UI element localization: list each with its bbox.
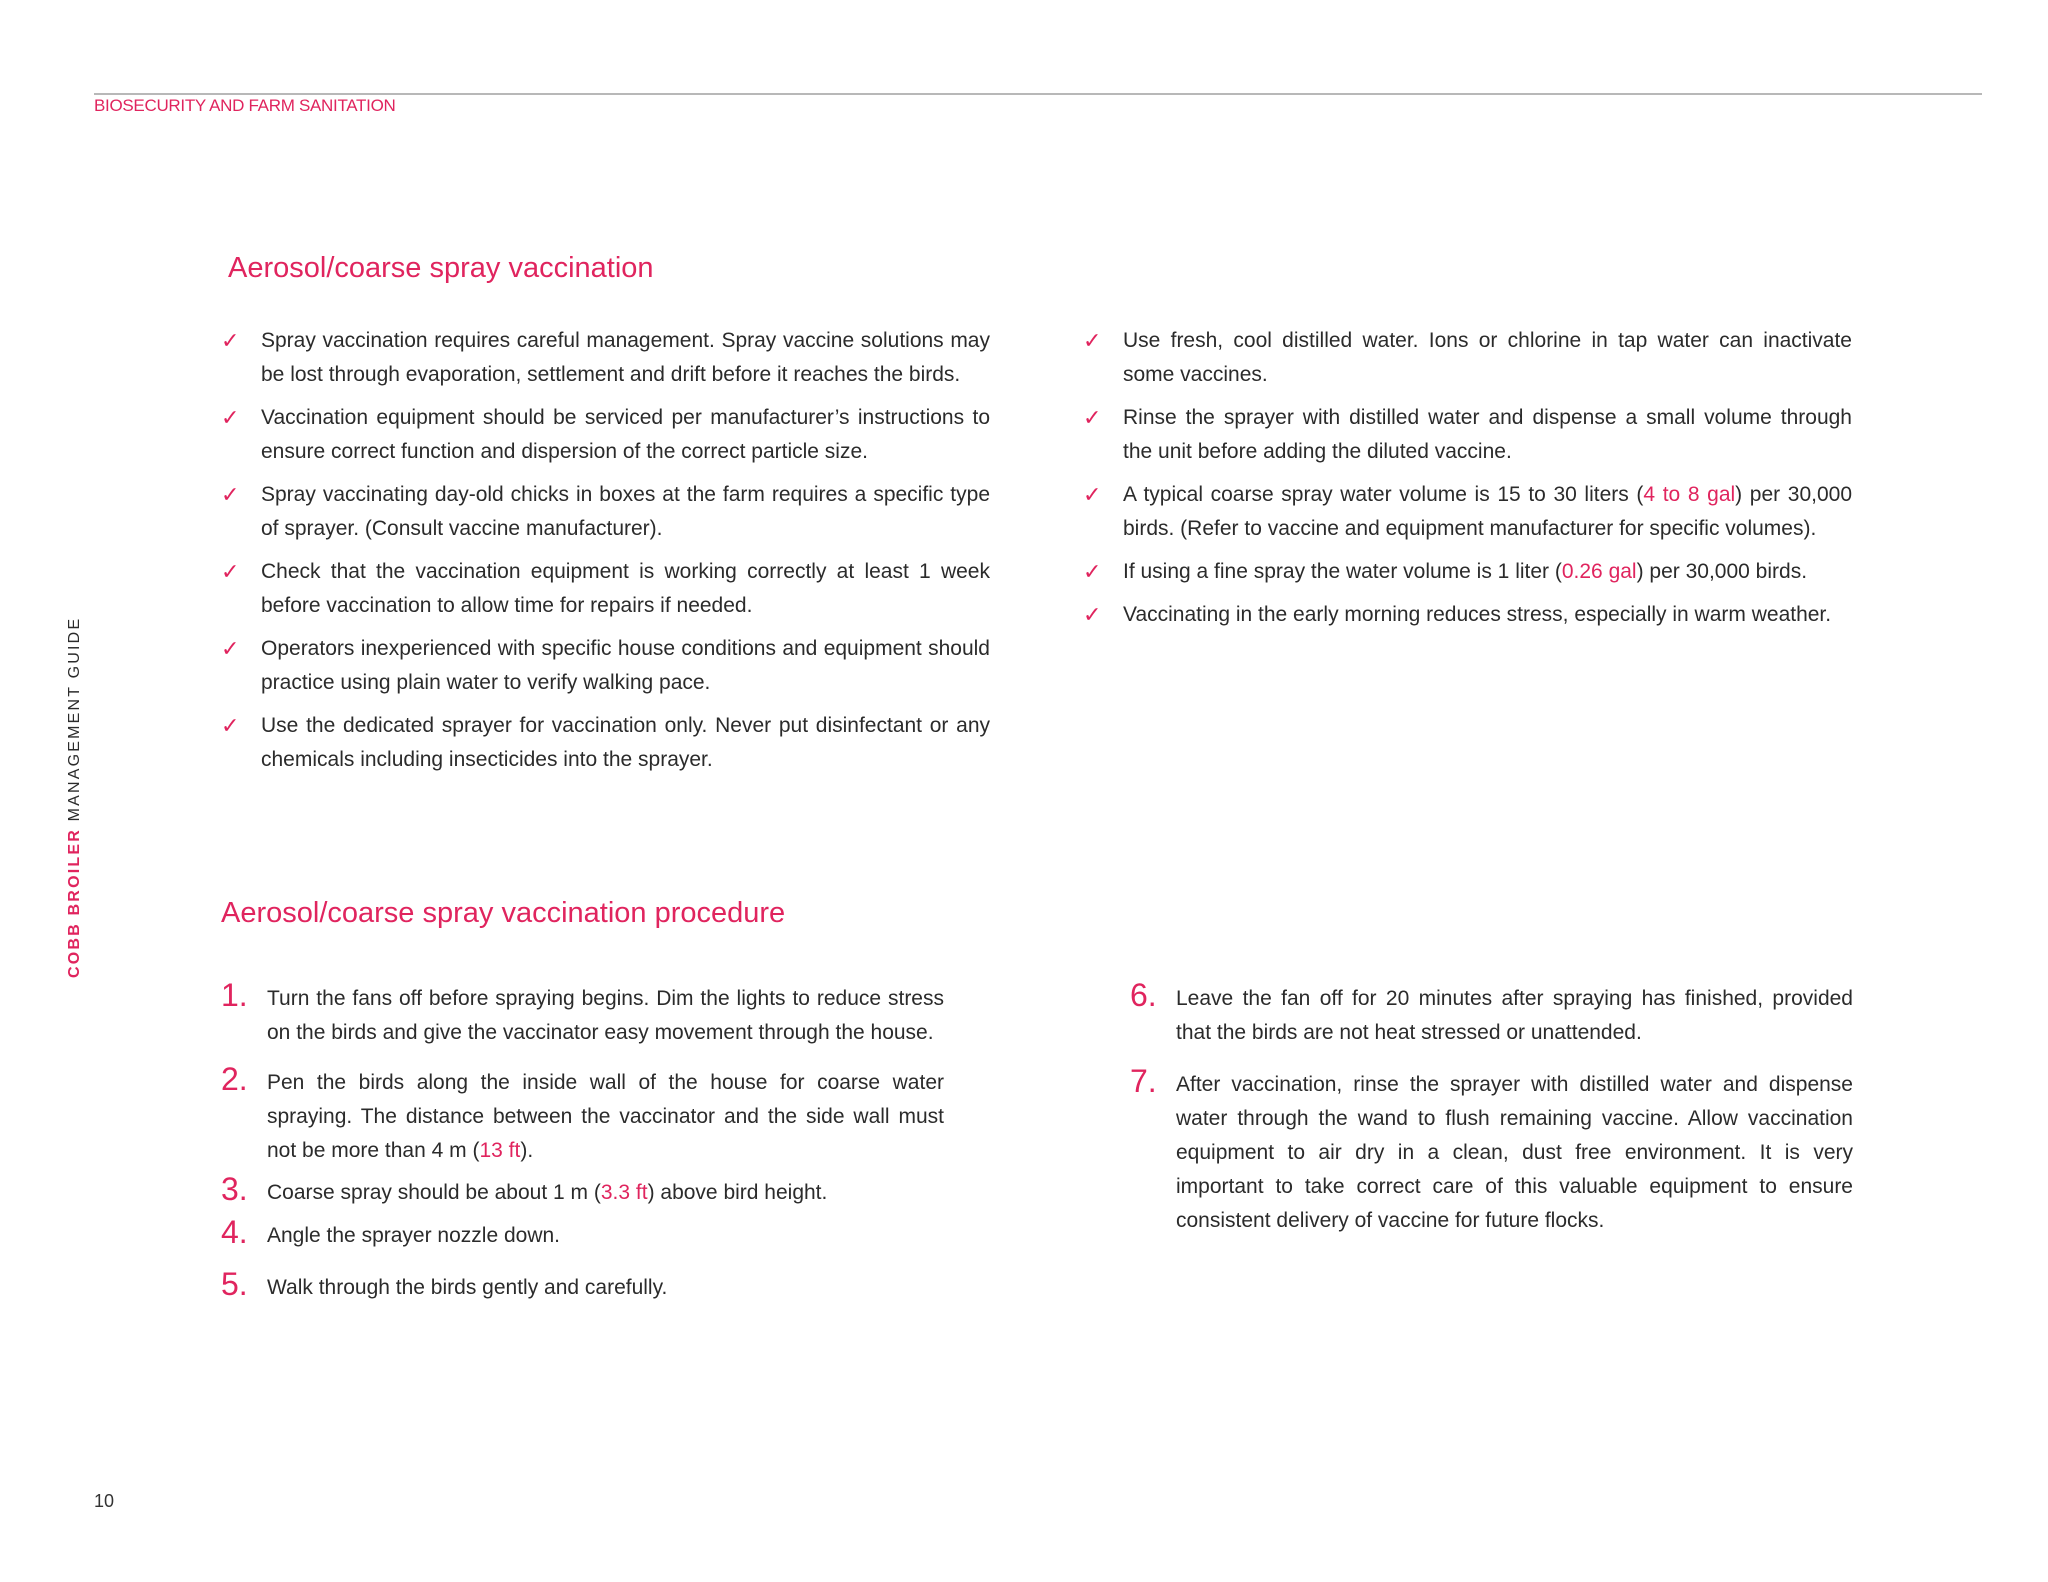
item-text-start: A typical coarse spray water volume is 15 to 30 liters (: [1123, 483, 1644, 506]
item-text: Vaccination equipment should be serviced per manufacturer’s instructions to ensure correct function and dispersion of the correct particle size.: [261, 406, 990, 463]
check-icon: ✓: [1083, 405, 1102, 430]
item-text: Use fresh, cool distilled water. Ions or chlorine in tap water can inactivate some vaccines.: [1123, 329, 1852, 386]
step-number: 5.: [221, 1266, 248, 1302]
left-checklist-column: [221, 324, 990, 786]
step-item: [1130, 977, 1853, 1050]
list-item: [221, 324, 990, 392]
running-header: BIOSECURITY AND FARM SANITATION: [94, 96, 396, 115]
unit-conversion: 0.26 gal: [1561, 560, 1637, 583]
step-text: Angle the sprayer nozzle down.: [267, 1224, 561, 1247]
left-steps-column: [221, 977, 944, 1305]
step-item: [221, 1214, 944, 1253]
list-item: [221, 401, 990, 469]
list-item: [1083, 401, 1852, 469]
step-number: 2.: [221, 1061, 248, 1097]
step-text-start: Pen the birds along the inside wall of the house for coarse water spraying. The distance between the vaccinator and the side wall must not be more than 4 m (: [267, 1071, 944, 1162]
list-item: [221, 478, 990, 546]
item-text: Rinse the sprayer with distilled water and dispense a small volume through the unit before adding the diluted vaccine.: [1123, 406, 1852, 463]
step-number: 6.: [1130, 977, 1157, 1013]
item-text: Spray vaccinating day-old chicks in boxes at the farm requires a specific type of sprayer. (Consult vaccine manufacturer).: [261, 483, 990, 540]
step-text-start: Coarse spray should be about 1 m (: [267, 1181, 601, 1204]
item-text-start: If using a fine spray the water volume is 1 liter (: [1123, 560, 1562, 583]
right-steps-column: [1130, 977, 1853, 1238]
check-icon: ✓: [221, 559, 240, 584]
section-title: Aerosol/coarse spray vaccination procedure: [221, 897, 786, 929]
item-text: Vaccinating in the early morning reduces stress, especially in warm weather.: [1123, 603, 1832, 626]
item-text-end: ) per 30,000 birds.: [1636, 560, 1808, 583]
list-item: [1083, 324, 1852, 392]
list-item: [1083, 478, 1852, 546]
checklist: [1083, 324, 1852, 632]
check-icon: ✓: [221, 636, 240, 661]
check-icon: ✓: [1083, 482, 1102, 507]
side-label: [66, 617, 84, 978]
section-title: Aerosol/coarse spray vaccination: [228, 252, 654, 284]
step-item: [221, 977, 944, 1050]
step-number: 3.: [221, 1171, 248, 1207]
step-text: Walk through the birds gently and carefully.: [267, 1276, 668, 1299]
step-item: [221, 1266, 944, 1305]
right-checklist-column: [1083, 324, 1852, 641]
list-item: [221, 709, 990, 777]
unit-conversion: 13 ft: [479, 1139, 521, 1162]
step-text: Turn the fans off before spraying begins. Dim the lights to reduce stress on the birds and give the vaccinator easy movement through the house.: [267, 987, 944, 1044]
list-item: [221, 555, 990, 623]
unit-conversion: 3.3 ft: [600, 1181, 648, 1204]
step-item: [221, 1061, 944, 1168]
checklist: [221, 324, 990, 777]
step-item: [221, 1171, 944, 1210]
list-item: [221, 632, 990, 700]
item-text: Operators inexperienced with specific house conditions and equipment should practice using plain water to verify walking pace.: [261, 637, 990, 694]
check-icon: ✓: [1083, 328, 1102, 353]
header-rule: [94, 93, 1982, 95]
step-text-end: ).: [520, 1139, 534, 1162]
list-item: [1083, 555, 1852, 589]
check-icon: ✓: [221, 713, 240, 738]
numbered-steps: [221, 977, 944, 1305]
step-text: Leave the fan off for 20 minutes after spraying has finished, provided that the birds are not heat stressed or unattended.: [1176, 987, 1853, 1044]
item-text: Spray vaccination requires careful management. Spray vaccine solutions may be lost through evaporation, settlement and drift before it reaches the birds.: [261, 329, 990, 386]
list-item: [1083, 598, 1852, 632]
step-number: 4.: [221, 1214, 248, 1250]
side-label-rest: MANAGEMENT GUIDE: [66, 616, 83, 829]
item-text: Check that the vaccination equipment is working correctly at least 1 week before vaccination to allow time for repairs if needed.: [261, 560, 990, 617]
check-icon: ✓: [221, 482, 240, 507]
check-icon: ✓: [1083, 602, 1102, 627]
page-number: 10: [94, 1491, 115, 1511]
check-icon: ✓: [1083, 559, 1102, 584]
unit-conversion: 4 to 8 gal: [1643, 483, 1736, 506]
numbered-steps: [1130, 977, 1853, 1238]
step-number: 7.: [1130, 1063, 1157, 1099]
check-icon: ✓: [221, 405, 240, 430]
step-number: 1.: [221, 977, 248, 1013]
item-text: Use the dedicated sprayer for vaccination only. Never put disinfectant or any chemicals including insecticides into the sprayer.: [261, 714, 990, 771]
step-text-end: ) above bird height.: [647, 1181, 828, 1204]
side-label-brand: COBB BROILER: [66, 828, 83, 978]
check-icon: ✓: [221, 328, 240, 353]
step-item: [1130, 1063, 1853, 1238]
step-text: After vaccination, rinse the sprayer with distilled water and dispense water through the wand to flush remaining vaccine. Allow vaccination equipment to air dry in a clean, dust free environment. It is very important to take correct care of this valuable equipment to ensure consistent delivery of vaccine for future flocks.: [1176, 1073, 1853, 1232]
item-text-end: ) per 30,000 birds. (Refer to vaccine and equipment manufacturer for specific volumes).: [1123, 483, 1852, 540]
